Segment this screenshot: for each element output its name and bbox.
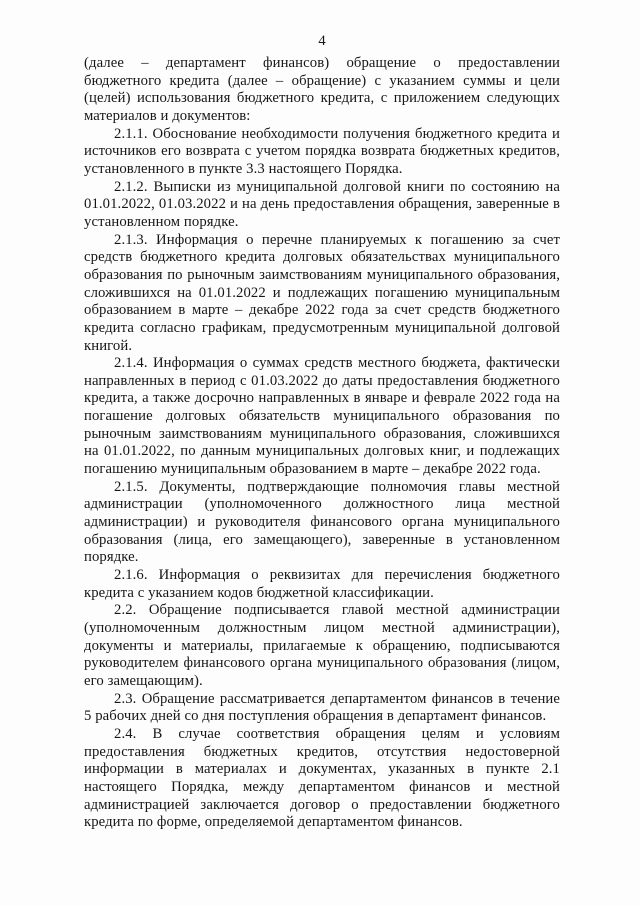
paragraph: (далее – департамент финансов) обращение о предоставлении бюджетного кредита (далее – обращение) с указанием суммы и цели (целей) использования бюджетного кредита, с приложением следующих материалов и документов: <box>84 55 560 124</box>
page-number: 4 <box>318 33 326 49</box>
paragraph: 2.1.5. Документы, подтверждающие полномочия главы местной администрации (уполномоченного должностного лица местной администрации) и руководителя финансового органа муниципального образования (лица, его замещающего), заверенные в установленном порядке. <box>84 478 560 566</box>
paragraph: 2.1.4. Информация о суммах средств местного бюджета, фактически направленных в период с 01.03.2022 до даты предоставления бюджетного кредита, а также досрочно направленных в январе и феврале 2022 года на погашение долговых обязательств муниципального образования по рыночным заимствованиям муниципального образования, сложившихся на 01.01.2022, по данным муниципальных долговых книг, и подлежащих погашению муниципальным образованием в марте – декабре 2022 года. <box>84 355 560 478</box>
paragraph: 2.4. В случае соответствия обращения целям и условиям предоставления бюджетных кредитов, отсутствия недостоверной информации в материалах и документах, указанных в пункте 2.1 настоящего Порядка, между департаментом финансов и местной администрацией заключается договор о предоставлении бюджетного кредита по форме, определяемой департаментом финансов. <box>84 725 560 831</box>
paragraph: 2.2. Обращение подписывается главой местной администрации (уполномоченным должностным лицом местной администрации), документы и материалы, прилагаемые к обращению, подписываются руководителем финансового органа муниципального образования (лицом, его замещающим). <box>84 602 560 689</box>
paragraph: 2.1.2. Выписки из муниципальной долговой книги по состоянию на 01.01.2022, 01.03.2022 и на день предоставления обращения, заверенные в установленном порядке. <box>84 178 560 230</box>
paragraph: 2.3. Обращение рассматривается департаментом финансов в течение 5 рабочих дней со дня поступления обращения в департамент финансов. <box>84 690 560 725</box>
paragraph: 2.1.6. Информация о реквизитах для перечисления бюджетного кредита с указанием кодов бюджетной классификации. <box>84 567 560 601</box>
paragraph: 2.1.1. Обоснование необходимости получения бюджетного кредита и источников его возврата с учетом порядка возврата бюджетных кредитов, установленного в пункте 3.3 настоящего Порядка. <box>84 125 560 177</box>
document-body <box>84 55 560 832</box>
paragraph: 2.1.3. Информация о перечне планируемых к погашению за счет средств бюджетного кредита долговых обязательствах муниципального образования по рыночным заимствованиям муниципального образования, сложившихся на 01.01.2022 и подлежащих погашению муниципальным образованием в марте – декабре 2022 года за счет средств бюджетного кредита согласно графикам, предусмотренным муниципальной долговой книгой. <box>84 231 560 354</box>
